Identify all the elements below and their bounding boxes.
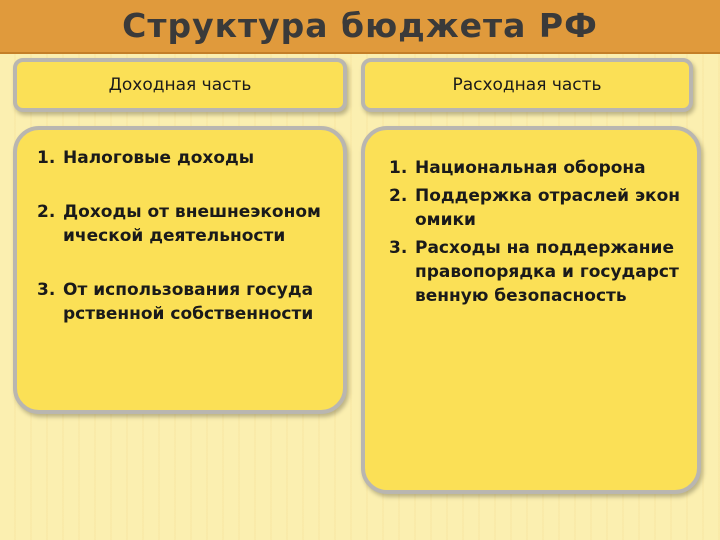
expense-item-2 — [389, 184, 683, 232]
income-item-1-number: 1. — [37, 148, 56, 168]
expense-item-2-text: Поддержка отраслей экономики — [415, 186, 681, 230]
expense-item-1-number: 1. — [389, 158, 408, 178]
expense-header-label: Расходная часть — [452, 75, 602, 95]
income-item-3 — [37, 278, 325, 326]
expense-items-box — [361, 126, 701, 494]
income-item-3-number: 3. — [37, 280, 56, 300]
expense-item-3 — [389, 236, 683, 308]
expense-item-3-text: Расходы на поддержание правопорядка и государственную безопасность — [415, 238, 679, 306]
title-bar — [0, 0, 720, 54]
slide-title: Структура бюджета РФ — [122, 6, 598, 45]
income-items-box — [13, 126, 347, 414]
expense-item-1-text: Национальная оборона — [415, 158, 646, 178]
expense-item-2-number: 2. — [389, 186, 408, 206]
income-item-2-number: 2. — [37, 202, 56, 222]
income-item-2-text: Доходы от внешнеэкономической деятельности — [63, 202, 321, 246]
expense-header-box — [361, 58, 693, 112]
income-list — [37, 146, 325, 326]
income-item-1 — [37, 146, 325, 170]
income-header-box — [13, 58, 347, 112]
expense-item-3-number: 3. — [389, 238, 408, 258]
income-item-3-text: От использования государственной собственности — [63, 280, 314, 324]
expense-item-1 — [389, 156, 683, 180]
income-item-2 — [37, 200, 325, 248]
income-item-1-text: Налоговые доходы — [63, 148, 255, 168]
expense-list — [389, 156, 683, 308]
income-header-label: Доходная часть — [108, 75, 252, 95]
